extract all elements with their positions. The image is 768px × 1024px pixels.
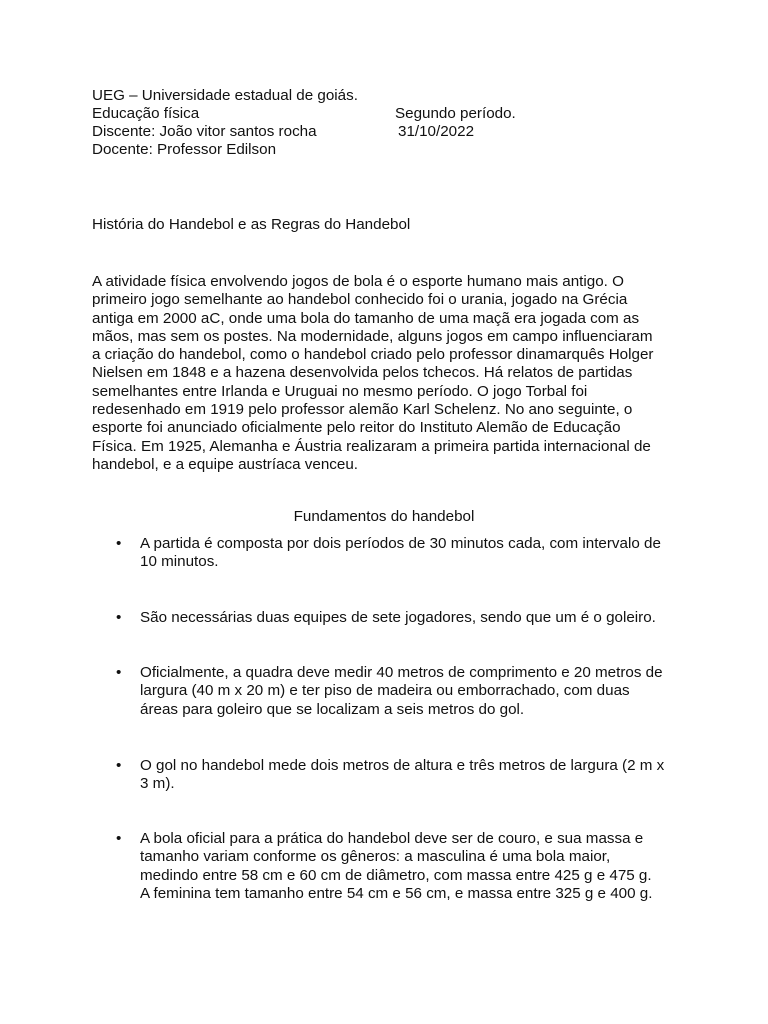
intro-line: primeiro jogo semelhante ao handebol conhecido foi o urania, jogado na Grécia xyxy=(92,291,628,309)
bullet-item xyxy=(140,664,700,719)
bullet-line: tamanho variam conforme os gêneros: a masculina é uma bola maior, xyxy=(140,848,611,866)
intro-line: Física. Em 1925, Alemanha e Áustria realizaram a primeira partida internacional de xyxy=(92,437,651,455)
period-line: Segundo período. xyxy=(395,105,516,122)
bullet-marker: • xyxy=(116,757,122,774)
document-title: História do Handebol e as Regras do Handebol xyxy=(92,216,411,233)
bullet-line: 10 minutos. xyxy=(140,553,219,571)
teacher-line: Docente: Professor Edilson xyxy=(92,141,277,158)
bullet-item xyxy=(140,830,700,903)
intro-line: handebol, e a equipe austríaca venceu. xyxy=(92,455,358,473)
bullet-line: A feminina tem tamanho entre 54 cm e 56 cm, e massa entre 325 g e 400 g. xyxy=(140,884,653,902)
intro-line: a criação do handebol, como o handebol criado pelo professor dinamarquês Holger xyxy=(92,346,654,364)
bullet-marker: • xyxy=(116,830,122,847)
bullet-line: O gol no handebol mede dois metros de altura e três metros de largura (2 m x xyxy=(140,757,665,774)
bullet-line: Oficialmente, a quadra deve medir 40 metros de comprimento e 20 metros de xyxy=(140,664,663,681)
intro-line: esporte foi anunciado oficialmente pelo reitor do Instituto Alemão de Educação xyxy=(92,419,621,437)
intro-line: redesenhado em 1919 pelo professor alemão Karl Schelenz. No ano seguinte, o xyxy=(92,401,633,419)
date-line: 31/10/2022 xyxy=(398,123,475,140)
bullet-line: largura (40 m x 20 m) e ter piso de madeira ou emborrachado, com duas xyxy=(140,682,630,700)
university-line: UEG – Universidade estadual de goiás. xyxy=(92,87,358,104)
bullet-line: A bola oficial para a prática do handebol deve ser de couro, e sua massa e xyxy=(140,830,644,847)
bullet-line: São necessárias duas equipes de sete jogadores, sendo que um é o goleiro. xyxy=(140,609,656,626)
bullet-marker: • xyxy=(116,609,122,626)
intro-line: semelhantes entre Irlanda e Uruguai no mesmo período. O jogo Torbal foi xyxy=(92,382,588,400)
intro-line: mãos, mas sem os postes. Na modernidade, alguns jogos em campo influenciaram xyxy=(92,327,653,345)
bullet-marker: • xyxy=(116,664,122,681)
section-title: Fundamentos do handebol xyxy=(293,508,475,525)
intro-paragraph xyxy=(92,273,672,474)
intro-line: Nielsen em 1848 e a hazena desenvolvida pelos tchecos. Há relatos de partidas xyxy=(92,364,633,382)
bullet-line: 3 m). xyxy=(140,775,175,793)
intro-line: A atividade física envolvendo jogos de bola é o esporte humano mais antigo. O xyxy=(92,273,624,290)
bullet-marker: • xyxy=(116,535,122,552)
bullet-item xyxy=(140,609,700,627)
bullet-item xyxy=(140,757,700,794)
bullet-line: áreas para goleiro que se localizam a seis metros do gol. xyxy=(140,700,525,718)
intro-line: antiga em 2000 aC, onde uma bola do tamanho de uma maçã era jogada com as xyxy=(92,309,640,327)
bullet-line: medindo entre 58 cm e 60 cm de diâmetro, com massa entre 425 g e 475 g. xyxy=(140,866,652,884)
course-line: Educação física xyxy=(92,105,200,122)
student-line: Discente: João vitor santos rocha xyxy=(92,123,317,140)
bullet-line: A partida é composta por dois períodos de 30 minutos cada, com intervalo de xyxy=(140,535,661,552)
bullet-item xyxy=(140,535,700,572)
